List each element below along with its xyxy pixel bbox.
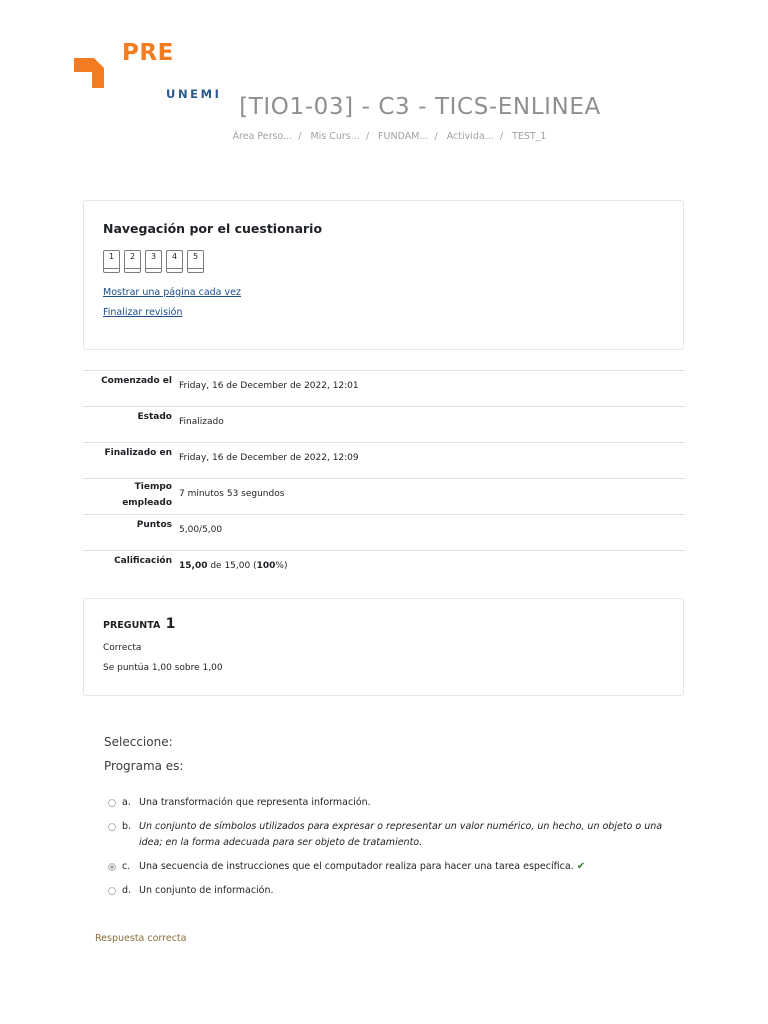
radio-button[interactable] — [108, 799, 116, 807]
grade-score: 15,00 — [179, 561, 208, 571]
summary-row-started — [83, 370, 685, 406]
radio-button[interactable] — [108, 823, 116, 831]
summary-value: Finalizado — [179, 417, 224, 427]
question-number-value: 1 — [165, 616, 176, 632]
answer-option-d[interactable] — [108, 883, 668, 899]
summary-row-points — [83, 514, 685, 550]
site-logo[interactable] — [74, 40, 234, 100]
breadcrumb-item[interactable]: TEST_1 — [512, 131, 547, 142]
question-info-card — [83, 598, 684, 696]
summary-label: Comenzado el — [101, 376, 172, 386]
question-label: PREGUNTA — [103, 620, 161, 631]
logo-shape-icon — [74, 58, 104, 88]
summary-row-grade — [83, 550, 685, 586]
question-button-4[interactable]: 4 — [166, 250, 183, 273]
summary-row-time — [83, 478, 685, 514]
breadcrumb-item[interactable]: Activida... — [446, 131, 494, 142]
summary-row-state — [83, 406, 685, 442]
question-state: Correcta — [103, 643, 142, 653]
answer-text-wrapper — [139, 859, 668, 875]
summary-value: Friday, 16 de December de 2022, 12:09 — [179, 453, 359, 463]
question-number — [103, 616, 175, 632]
summary-label: Estado — [137, 412, 172, 422]
summary-label-line: empleado — [122, 498, 172, 508]
breadcrumb-item[interactable]: Mis Curs... — [310, 131, 360, 142]
quiz-navigation-card — [83, 200, 684, 350]
feedback-text: Respuesta correcta — [95, 933, 187, 944]
breadcrumb: Área Perso... / Mis Curs... / FUNDAM... / Activida... / TEST_1 — [232, 131, 547, 142]
answer-text: Un conjunto de información. — [139, 885, 274, 896]
question-button-5[interactable]: 5 — [187, 250, 204, 273]
summary-row-finished — [83, 442, 685, 478]
summary-label-line: Tiempo — [134, 482, 172, 492]
answer-option-c[interactable] — [108, 859, 668, 875]
page-title: [TIO1-03] - C3 - TICS-ENLINEA — [239, 94, 601, 120]
summary-label: Puntos — [136, 520, 172, 530]
question-prompt-text: Programa es: — [104, 759, 184, 773]
answer-option-b[interactable] — [108, 819, 668, 851]
question-buttons — [103, 250, 204, 273]
answer-letter: a. — [122, 797, 131, 808]
answer-text: Una secuencia de instrucciones que el computador realiza para hacer una tarea específica. — [139, 861, 574, 872]
check-icon: ✔ — [576, 861, 586, 872]
summary-label: Finalizado en — [104, 448, 172, 458]
answer-letter: b. — [122, 821, 132, 832]
radio-button-checked[interactable] — [108, 863, 116, 871]
logo-pre-text: PRE — [122, 40, 174, 66]
logo-unemi-text: UNEMI — [166, 87, 222, 101]
show-one-page-link[interactable]: Mostrar una página cada vez — [103, 287, 241, 298]
answer-text: Un conjunto de símbolos utilizados para expresar o representar un valor numérico, un hecho, un objeto o una idea; en la forma adecuada para ser objeto de tratamiento. — [139, 821, 663, 848]
summary-value: 5,00/5,00 — [179, 525, 223, 535]
question-prompt-select: Seleccione: — [104, 735, 173, 749]
summary-value — [172, 551, 287, 586]
finish-review-link[interactable]: Finalizar revisión — [103, 307, 183, 318]
answer-text: Una transformación que representa información. — [139, 797, 371, 808]
question-grade: Se puntúa 1,00 sobre 1,00 — [103, 663, 223, 673]
summary-label — [83, 479, 172, 514]
answer-letter: c. — [122, 861, 131, 872]
radio-button[interactable] — [108, 887, 116, 895]
summary-value: Friday, 16 de December de 2022, 12:01 — [179, 381, 359, 391]
attempt-summary-table — [83, 370, 685, 586]
summary-value: 7 minutos 53 segundos — [179, 489, 285, 499]
grade-middle: de 15,00 ( — [210, 561, 257, 571]
breadcrumb-item[interactable]: FUNDAM... — [378, 131, 429, 142]
question-button-2[interactable]: 2 — [124, 250, 141, 273]
question-button-1[interactable]: 1 — [103, 250, 120, 273]
grade-end: %) — [275, 561, 288, 571]
summary-label: Calificación — [114, 556, 172, 566]
breadcrumb-item[interactable]: Área Perso... — [232, 131, 293, 142]
question-button-3[interactable]: 3 — [145, 250, 162, 273]
quiz-navigation-title: Navegación por el cuestionario — [103, 221, 323, 236]
answer-option-a[interactable] — [108, 795, 668, 811]
answer-list — [108, 795, 668, 907]
grade-percent: 100 — [256, 561, 276, 571]
answer-letter: d. — [122, 885, 132, 896]
